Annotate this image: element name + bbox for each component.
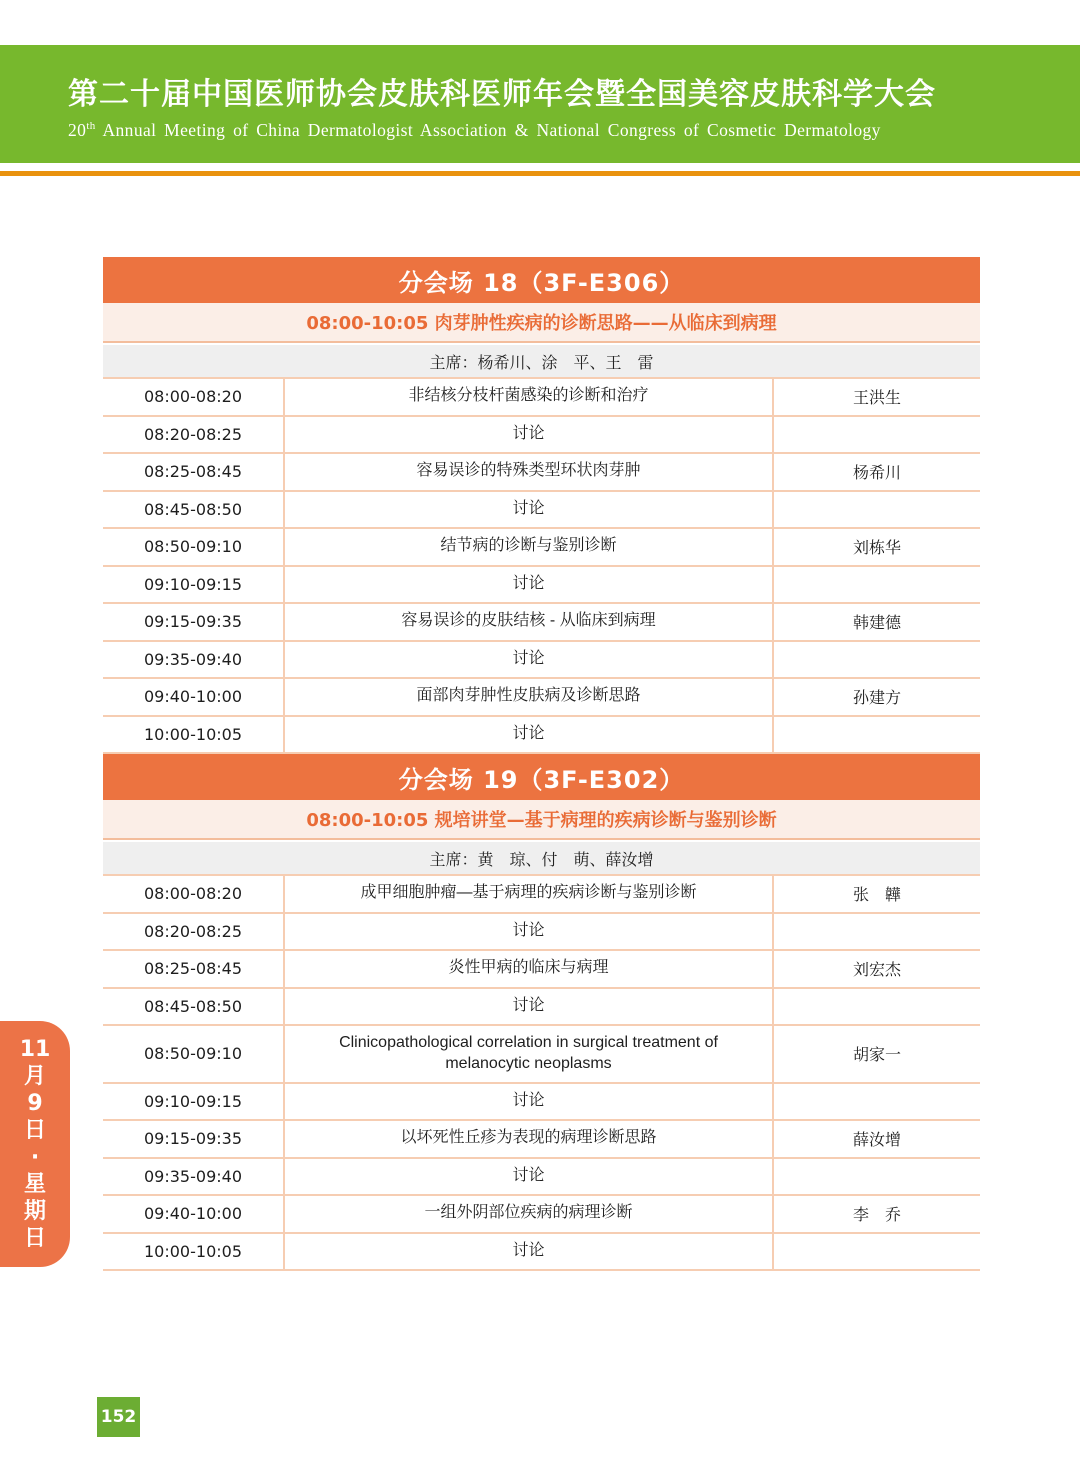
agenda-row: [103, 417, 980, 455]
row-time: 08:20-08:25: [144, 921, 242, 941]
row-time: 08:45-08:50: [144, 996, 242, 1016]
agenda-row: [103, 1196, 980, 1234]
row-speaker: 刘宏杰: [852, 960, 901, 980]
accent-divider: [0, 171, 1080, 176]
row-topic: 结节病的诊断与鉴别诊断: [283, 529, 774, 565]
row-topic: 炎性甲病的临床与病理: [283, 951, 774, 987]
row-speaker: 杨希川: [852, 463, 901, 483]
program-content: [103, 257, 980, 1271]
row-topic: 一组外阴部位疾病的病理诊断: [283, 1196, 774, 1232]
agenda-row: [103, 1159, 980, 1197]
session-rows: [103, 874, 980, 1271]
row-time: 08:45-08:50: [144, 499, 242, 519]
row-topic: 以坏死性丘疹为表现的病理诊断思路: [283, 1121, 774, 1157]
row-time: 08:25-08:45: [144, 959, 242, 979]
row-topic: 容易误诊的特殊类型环状肉芽肿: [283, 454, 774, 490]
row-time: 09:15-09:35: [144, 612, 242, 632]
agenda-row: [103, 567, 980, 605]
row-time: 08:00-08:20: [144, 884, 242, 904]
row-topic: 讨论: [283, 989, 774, 1025]
agenda-row: [103, 529, 980, 567]
conference-title-en: [68, 120, 1080, 141]
row-speaker: 胡家一: [852, 1045, 901, 1065]
agenda-row: [103, 989, 980, 1027]
row-time: 09:15-09:35: [144, 1129, 242, 1149]
row-time: 10:00-10:05: [144, 1241, 242, 1261]
agenda-row: [103, 1121, 980, 1159]
date-tab-char: 星: [23, 1172, 46, 1197]
title-en-ordinal: th: [86, 120, 96, 133]
row-topic: 讨论: [283, 1234, 774, 1270]
row-speaker: 孙建方: [852, 688, 901, 708]
row-topic: 讨论: [283, 717, 774, 753]
row-speaker: [774, 492, 980, 528]
date-tab-char: 月: [23, 1064, 46, 1089]
agenda-row: [103, 876, 980, 914]
agenda-row: [103, 679, 980, 717]
row-time: 08:50-09:10: [144, 537, 242, 557]
session-table: [103, 257, 980, 754]
date-tab-char: 9: [27, 1091, 43, 1116]
row-time: 09:10-09:15: [144, 574, 242, 594]
agenda-row: [103, 379, 980, 417]
title-en-number: 20: [68, 120, 87, 140]
row-speaker: [774, 914, 980, 950]
row-topic: 非结核分枝杆菌感染的诊断和治疗: [283, 379, 774, 415]
session-subtitle: 08:00-10:05 规培讲堂—基于病理的疾病诊断与鉴别诊断: [103, 800, 980, 840]
row-speaker: 韩建德: [852, 613, 901, 633]
row-speaker: 李 乔: [852, 1205, 901, 1225]
agenda-row: [103, 492, 980, 530]
conference-banner: [0, 45, 1080, 163]
row-time: 08:20-08:25: [144, 424, 242, 444]
agenda-row: [103, 604, 980, 642]
row-topic: 讨论: [283, 492, 774, 528]
row-topic: 讨论: [283, 914, 774, 950]
row-topic: 讨论: [283, 1084, 774, 1120]
row-topic: 讨论: [283, 417, 774, 453]
row-topic: 讨论: [283, 567, 774, 603]
row-speaker: 刘栋华: [852, 538, 901, 558]
row-speaker: [774, 642, 980, 678]
row-time: 09:35-09:40: [144, 1166, 242, 1186]
agenda-row: [103, 914, 980, 952]
row-topic: 讨论: [283, 642, 774, 678]
agenda-row: [103, 1234, 980, 1272]
title-en-text: Annual Meeting of China Dermatologist Association & National Congress of Cosmetic Dermatology: [95, 120, 881, 140]
row-time: 09:35-09:40: [144, 649, 242, 669]
date-tab-char: 日: [23, 1118, 46, 1143]
agenda-row: [103, 951, 980, 989]
row-topic: 容易误诊的皮肤结核 - 从临床到病理: [283, 604, 774, 640]
row-speaker: [774, 417, 980, 453]
row-time: 10:00-10:05: [144, 724, 242, 744]
row-speaker: 薛汝增: [852, 1130, 901, 1150]
row-speaker: [774, 1084, 980, 1120]
row-topic: 面部肉芽肿性皮肤病及诊断思路: [283, 679, 774, 715]
row-time: 08:25-08:45: [144, 462, 242, 482]
session-chairs: 主席：杨希川、涂 平、王 雷: [103, 345, 980, 377]
row-time: 09:40-10:00: [144, 1204, 242, 1224]
row-topic: Clinicopathological correlation in surgical treatment of melanocytic neoplasms: [283, 1026, 774, 1082]
session-chairs: 主席：黄 琼、付 萌、薛汝增: [103, 842, 980, 874]
agenda-row: [103, 454, 980, 492]
conference-title-zh: 第二十届中国医师协会皮肤科医师年会暨全国美容皮肤科学大会: [68, 77, 936, 112]
page-number-badge: 152: [97, 1397, 140, 1437]
row-time: 09:10-09:15: [144, 1091, 242, 1111]
date-tab-char: 11: [19, 1037, 51, 1062]
row-time: 08:50-09:10: [144, 1044, 242, 1064]
date-tab-char: 日: [23, 1226, 46, 1251]
row-speaker: [774, 989, 980, 1025]
row-topic: 讨论: [283, 1159, 774, 1195]
session-rows: [103, 377, 980, 754]
row-speaker: 张 韡: [852, 885, 901, 905]
session-title: 分会场 18（3F-E306）: [103, 257, 980, 303]
date-tab-char: 期: [23, 1199, 46, 1224]
agenda-row: [103, 1026, 980, 1084]
session-subtitle: 08:00-10:05 肉芽肿性疾病的诊断思路——从临床到病理: [103, 303, 980, 343]
agenda-row: [103, 717, 980, 755]
row-speaker: [774, 567, 980, 603]
date-tab: [0, 1021, 70, 1267]
session-title: 分会场 19（3F-E302）: [103, 754, 980, 800]
row-speaker: [774, 1159, 980, 1195]
session-table: [103, 754, 980, 1271]
agenda-row: [103, 1084, 980, 1122]
agenda-row: [103, 642, 980, 680]
row-time: 09:40-10:00: [144, 687, 242, 707]
date-tab-char: ·: [30, 1145, 40, 1170]
row-time: 08:00-08:20: [144, 387, 242, 407]
row-speaker: [774, 1234, 980, 1270]
row-speaker: 王洪生: [852, 388, 901, 408]
row-speaker: [774, 717, 980, 753]
row-topic: 成甲细胞肿瘤—基于病理的疾病诊断与鉴别诊断: [283, 876, 774, 912]
